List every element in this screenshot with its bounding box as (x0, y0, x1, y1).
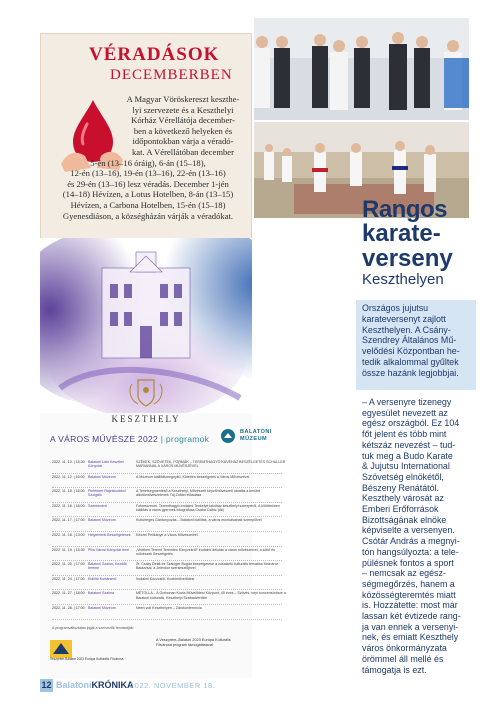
donation-line: és 29-én (13–16) lesz véradás. December 1-jén (67, 178, 229, 189)
sponsor-logos (50, 636, 242, 666)
program-note: A programváltoztatás jogát a szervezők fenntartják! (52, 626, 134, 630)
program-row-divider (52, 502, 282, 503)
series-title (50, 434, 209, 444)
donation-line: Gyenesdiáson, a községházán várják a véradókat. (62, 210, 234, 221)
museum-logo-icon (220, 428, 236, 444)
program-row (52, 562, 282, 572)
body-line: lassan két évtizede rang- (362, 611, 461, 622)
body-line: főt jelent és több mint (362, 429, 447, 440)
program-row-divider (52, 546, 282, 547)
headline-line-4: Keszthelyen (362, 271, 444, 288)
program-date: 2022. 11. 19. | 15:30 (52, 547, 85, 552)
program-description: Neen volt Keszthelyen – Zárókonferencia (136, 606, 202, 610)
body-line: ja van ennek a versenyi- (362, 621, 459, 632)
body-line: nek, és emiatt Keszthely (362, 632, 459, 643)
program-description: Kultúrteges Gárdonyozás – Balatoni kiállítás, a város munkásainak szereplővel (136, 518, 262, 523)
program-row (52, 475, 282, 485)
page-number: 12 (41, 680, 52, 690)
body-line: örömmel áll mellé és (362, 653, 444, 664)
body-line: képviselte a versenyen. (362, 525, 455, 536)
program-row-divider (52, 604, 282, 605)
article-body (362, 397, 474, 675)
body-line: Csótár András a megnyi- (362, 536, 460, 547)
body-line: kétszáz nevezést – tud- (362, 439, 456, 450)
program-date: 2022. 11. 28. | 17:00 (52, 606, 85, 610)
support-caption: A Veszprém–Balaton 2023 Európa Kulturális Fővárosa program támogatásával (156, 638, 231, 647)
lead-line: tedik alkalommal gyűltek (362, 356, 459, 367)
program-date: 2022. 11. 10. | 15:30 (52, 460, 85, 464)
body-line: Szövetség elnökétől, (362, 471, 444, 482)
program-row (52, 460, 286, 470)
program-description: Kézzel Pelikánye a Város Művészeivel (136, 533, 198, 537)
culture-capital-icon (50, 640, 72, 658)
program-row (52, 548, 282, 558)
donation-text (47, 94, 249, 221)
body-line: tón hangsúlyozta: a tele- (362, 546, 459, 557)
program-description: A Múzeum kiállításmegnyitó, Kötetlen beszélgetés a Város Művészével (136, 474, 250, 479)
issue-date: 2022. NOVEMBER 18. (130, 681, 216, 690)
program-place: Kiállító Kortársmű (88, 576, 117, 581)
body-line: egész országból. Ez 104 (362, 418, 460, 429)
body-line: Bészeny Renátától. (362, 482, 439, 493)
program-date: 2022. 11. 16. | 16:00 (52, 503, 85, 508)
program-place: Balatoni Szalon, Kezdők tereme (88, 562, 127, 571)
program-description: Fotómúzeum. Teremthagyó irodalmi Tenkelyé lakóház keszthelyi szerepéről, A kötöttekben kiállítás a város gyermek fotográfusa Csaba Csibiz (dk) (136, 503, 280, 512)
program-row-divider (52, 516, 282, 517)
series-title-separator: | (160, 434, 164, 444)
publication-name (56, 680, 134, 690)
lead-line: Országos jujutsu (362, 303, 429, 313)
program-description: A Tehetségmenteső a Keszthelyi, Művészeti képzőművészeti oktatás a kerület alkotóművészetének Táj Zoltán előadása (136, 489, 261, 498)
program-row (52, 577, 282, 587)
donation-line: A Magyar Vöröskereszt keszthe- (126, 94, 240, 104)
program-row (52, 533, 282, 543)
publication-name-b: KRÓNIKA (91, 680, 134, 690)
program-row-divider (52, 473, 282, 474)
publication-name-a: Balatoni (56, 680, 92, 690)
award-ceremony-photo (254, 18, 469, 120)
program-description: „Vidéken Teremt Teremtés Könyvekről” irodalmi délután a város művészeivel, a költő és művészek Beszélgetés (136, 547, 276, 556)
body-line: – nemcsak az egész- (362, 568, 446, 579)
body-line: Emberi Erőforrások (362, 504, 439, 515)
donation-line: kat. A Vérellátóban december (132, 146, 234, 157)
program-place: Balatoni Szalma (88, 591, 114, 596)
body-line: tuk meg a Budo Karate (362, 450, 453, 461)
headline-line-2: karate- (362, 220, 441, 247)
donation-line: 5-én (13–16 óráig), 6-án (15–18), (90, 157, 206, 168)
body-line: – A versenyre tizenegy (362, 397, 452, 407)
donation-subtitle: DECEMBERBEN (110, 67, 233, 83)
program-place: Balatoni Múzeum (88, 518, 116, 523)
body-line: közösségteremtés miatt (362, 589, 456, 600)
page-footer (40, 679, 470, 695)
donation-heading (41, 40, 253, 86)
body-line: Bizottságának elnöke (362, 514, 447, 525)
lead-line: Szendrey Általános Mű- (362, 335, 457, 346)
program-date: 2022. 11. 15. | 16:00 (52, 489, 85, 494)
program-date: 2022. 11. 24. | 17:00 (52, 576, 85, 581)
body-line: város önkormányzata (362, 643, 447, 654)
headline-line-3: verseny (362, 245, 453, 272)
program-row-divider (52, 560, 282, 561)
donation-line: lyi szervezete és a Keszthelyi (132, 104, 234, 115)
lead-line: össze hazánk legjobbjai. (362, 367, 459, 378)
body-line: is. Hozzátette: most már (362, 600, 458, 611)
donation-line: Kórház Vérellátója december- (131, 115, 235, 126)
program-date: 2022. 11. 27. | 18:00 (52, 591, 85, 596)
blood-donation-box (40, 33, 252, 240)
series-title-sub: programok (165, 434, 210, 444)
donation-line: (14–18) Hévízen, a Lotus Hotelben, 8-án (13–15) (62, 189, 234, 200)
donation-line: időpontokban várja a véradó- (132, 136, 234, 147)
series-title-main: A VÁROS MŰVÉSZE 2022 (50, 434, 159, 444)
article-lead (362, 303, 476, 379)
program-place: Balatoni Múzeum (88, 606, 116, 610)
program-row-divider (52, 575, 282, 576)
donation-line: 12-én (13–16), 19-én (13–16), 22-én (13–16) (70, 168, 226, 179)
program-place: Hetyeménti Beszélgetések (88, 533, 131, 537)
program-row (52, 606, 282, 616)
lead-line: karateversenyt zajlott (362, 313, 446, 324)
lead-line: velődési Központban he- (362, 346, 460, 357)
program-row (52, 489, 282, 499)
program-description: Zr. Csáky Deák és Szalóger Boglár beszélgetése a zusatartú kulturális tematika Molnárcz Balázzsal, a Jelenkor szerkesztőjével (136, 562, 279, 571)
museum-name: BALATONI MÚZEUM (240, 429, 272, 442)
program-description: Irodalmi Kóczcsúli, Koztóművelődési (136, 576, 195, 581)
body-line: ségmegőrzés, hanem a (362, 578, 455, 589)
program-date: 2022. 11. 17. | 17:00 (52, 518, 85, 523)
donation-line: Hévízen, a Carbona Hotelben, 15-én (15–18) (70, 199, 226, 210)
donation-title: VÉRADÁSOK (89, 44, 220, 65)
art-program-poster (40, 238, 286, 678)
program-date: 2022. 11. 12. | 16:00 (52, 474, 85, 479)
town-name: KESZTHELY (111, 414, 181, 424)
capital-of-culture-logo (50, 636, 130, 666)
body-line: támogatja is ezt. (362, 664, 427, 675)
program-description: MÉTOLLA – A Gorbonan Kuzla Művelődési Központ, 40 éves – Szövés, népi koncertsörösre a Balatoni kulturális, Keszthelyi Szabadverttán (136, 591, 286, 600)
program-row (52, 591, 286, 601)
program-date: 2022. 11. 20. | 17:00 (52, 562, 85, 567)
capital-of-culture-caption: Veszprém-Balaton 2023 Európa Kulturális Fővárosa (50, 657, 124, 661)
body-line: & Jujutsu International (362, 461, 450, 472)
program-date: 2022. 11. 18. | 13:00 (52, 533, 85, 537)
lead-line: Keszthelyen. A Csány- (362, 324, 451, 335)
body-line: egyesület nevezett az (362, 407, 448, 418)
program-row-divider (52, 487, 282, 488)
award-ceremony-illustration (254, 18, 469, 120)
program-place: Szentendrei (88, 503, 108, 508)
program-place: Pilin Városi Könyvtár terei (88, 547, 130, 552)
program-description: SZÉKEK, SZÖVETEK, FORMÁK – TEREMTHAGYÓ KÁVÉHÁZ BESZÉLGETÉS SCHULLER MARIANNAL A VÁROS MŰVÉSZÉVEL (136, 460, 286, 469)
program-row-divider (52, 531, 282, 532)
body-line: pülésnek fontos a sport (362, 557, 454, 568)
keszthely-crest-icon (124, 374, 168, 410)
headline-line-1: Rangos (362, 196, 448, 223)
donation-line: ben a következő helyeken és (133, 125, 233, 136)
program-place: Balatoni Múzeum (88, 474, 116, 479)
program-place: Balatoni Látó Keszthei Könyvtár (88, 460, 124, 469)
program-row (52, 504, 282, 514)
body-line: Keszthely városát az (362, 493, 444, 504)
program-row-divider (52, 619, 282, 620)
program-place: Pintérkert Rajziskolából Szolgáló (88, 489, 126, 498)
program-row (52, 518, 282, 528)
